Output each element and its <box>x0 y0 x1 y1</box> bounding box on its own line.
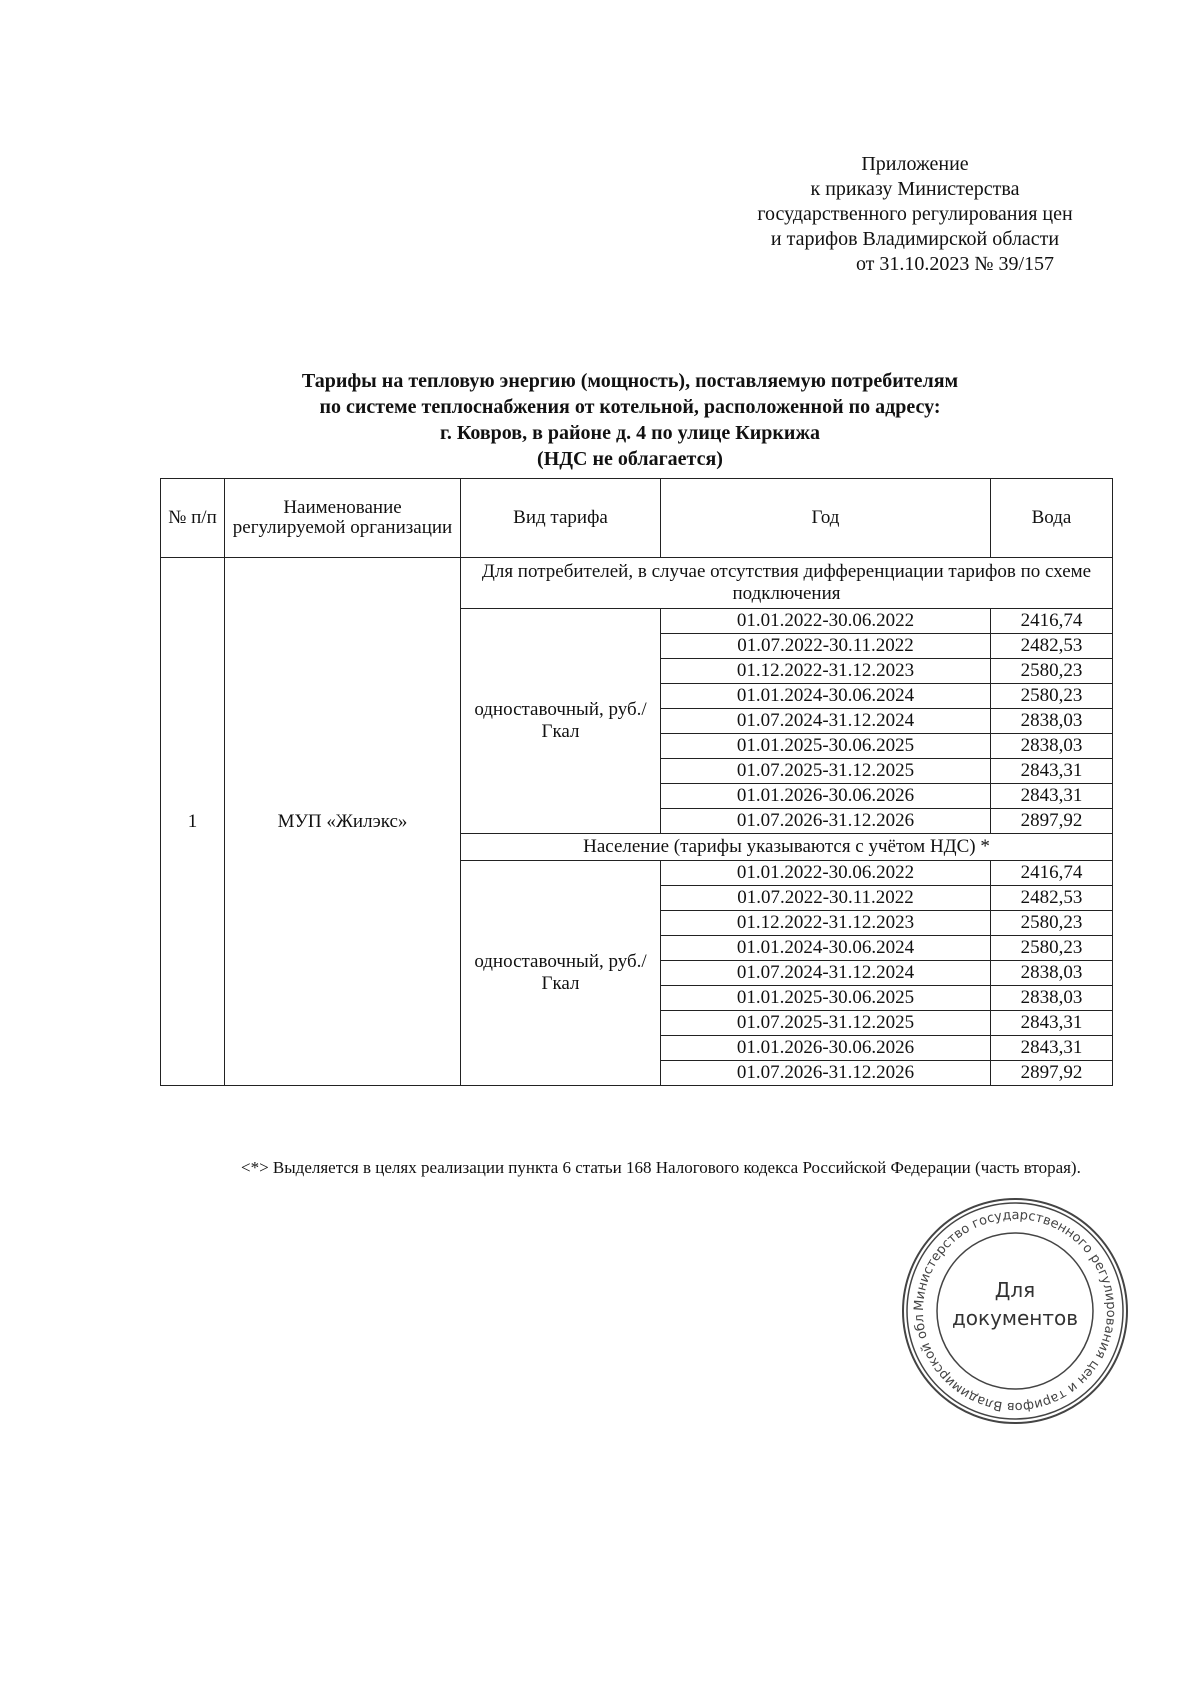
value-cell: 2482,53 <box>991 886 1113 911</box>
appendix-header <box>700 152 1130 277</box>
section-heading-row <box>161 558 1113 609</box>
section-heading-population: Население (тарифы указываются с учётом НДС) * <box>461 834 1113 861</box>
section-heading-consumers: Для потребителей, в случае отсутствия дифференциации тарифов по схеме подключения <box>461 558 1113 609</box>
value-cell: 2580,23 <box>991 684 1113 709</box>
tariff-type-consumers: одноставочный, руб./Гкал <box>461 609 661 834</box>
period-cell: 01.07.2022-30.11.2022 <box>661 634 991 659</box>
period-cell: 01.01.2026-30.06.2026 <box>661 1036 991 1061</box>
value-cell: 2838,03 <box>991 986 1113 1011</box>
header-water: Вода <box>991 479 1113 558</box>
value-cell: 2482,53 <box>991 634 1113 659</box>
period-cell: 01.01.2022-30.06.2022 <box>661 861 991 886</box>
appendix-line-2: к приказу Министерства <box>810 178 1020 200</box>
value-cell: 2580,23 <box>991 659 1113 684</box>
value-cell: 2897,92 <box>991 1061 1113 1086</box>
period-cell: 01.07.2026-31.12.2026 <box>661 1061 991 1086</box>
period-cell: 01.01.2025-30.06.2025 <box>661 734 991 759</box>
period-cell: 01.01.2024-30.06.2024 <box>661 684 991 709</box>
value-cell: 2843,31 <box>991 1036 1113 1061</box>
stamp-center-line-1: Для <box>994 1278 1036 1302</box>
period-cell: 01.07.2024-31.12.2024 <box>661 709 991 734</box>
period-cell: 01.07.2025-31.12.2025 <box>661 1011 991 1036</box>
tariff-type-population: одноставочный, руб./Гкал <box>461 861 661 1086</box>
title-line-2: по системе теплоснабжения от котельной, расположенной по адресу: <box>319 396 941 418</box>
period-cell: 01.01.2025-30.06.2025 <box>661 986 991 1011</box>
header-org: Наименование регулируемой организации <box>225 479 461 558</box>
period-cell: 01.12.2022-31.12.2023 <box>661 911 991 936</box>
stamp-center-text <box>900 1276 1130 1332</box>
stamp-ring-text: Министерство государственного регулирования цен и тарифов Владимирской обл <box>911 1207 1119 1415</box>
row-number: 1 <box>161 558 225 1086</box>
value-cell: 2416,74 <box>991 609 1113 634</box>
header-year: Год <box>661 479 991 558</box>
value-cell: 2838,03 <box>991 961 1113 986</box>
period-cell: 01.07.2026-31.12.2026 <box>661 809 991 834</box>
period-cell: 01.01.2026-30.06.2026 <box>661 784 991 809</box>
footnote: <*> Выделяется в целях реализации пункта 6 статьи 168 Налогового кодекса Российской Федерации (часть вторая). <box>241 1158 1081 1177</box>
period-cell: 01.07.2022-30.11.2022 <box>661 886 991 911</box>
tariffs-table <box>160 478 1113 1086</box>
table-body <box>161 558 1113 1086</box>
official-stamp <box>900 1196 1130 1426</box>
title-line-4: (НДС не облагается) <box>537 448 723 470</box>
title-line-3: г. Ковров, в районе д. 4 по улице Киркижа <box>440 422 820 444</box>
table-header-row <box>161 479 1113 558</box>
header-num: № п/п <box>161 479 225 558</box>
appendix-line-4: и тарифов Владимирской области <box>770 228 1060 250</box>
value-cell: 2838,03 <box>991 709 1113 734</box>
title-line-1: Тарифы на тепловую энергию (мощность), поставляемую потребителям <box>301 370 959 392</box>
value-cell: 2838,03 <box>991 734 1113 759</box>
appendix-line-3: государственного регулирования цен <box>757 203 1073 225</box>
period-cell: 01.01.2024-30.06.2024 <box>661 936 991 961</box>
period-cell: 01.07.2024-31.12.2024 <box>661 961 991 986</box>
header-type: Вид тарифа <box>461 479 661 558</box>
value-cell: 2843,31 <box>991 784 1113 809</box>
value-cell: 2897,92 <box>991 809 1113 834</box>
value-cell: 2580,23 <box>991 911 1113 936</box>
value-cell: 2580,23 <box>991 936 1113 961</box>
appendix-line-5: от 31.10.2023 № 39/157 <box>855 253 1055 275</box>
document-title <box>150 368 1110 472</box>
period-cell: 01.01.2022-30.06.2022 <box>661 609 991 634</box>
appendix-line-1: Приложение <box>861 153 969 175</box>
value-cell: 2843,31 <box>991 1011 1113 1036</box>
period-cell: 01.07.2025-31.12.2025 <box>661 759 991 784</box>
period-cell: 01.12.2022-31.12.2023 <box>661 659 991 684</box>
organization-name: МУП «Жилэкс» <box>225 558 461 1086</box>
value-cell: 2416,74 <box>991 861 1113 886</box>
stamp-center-line-2: документов <box>951 1306 1079 1330</box>
value-cell: 2843,31 <box>991 759 1113 784</box>
